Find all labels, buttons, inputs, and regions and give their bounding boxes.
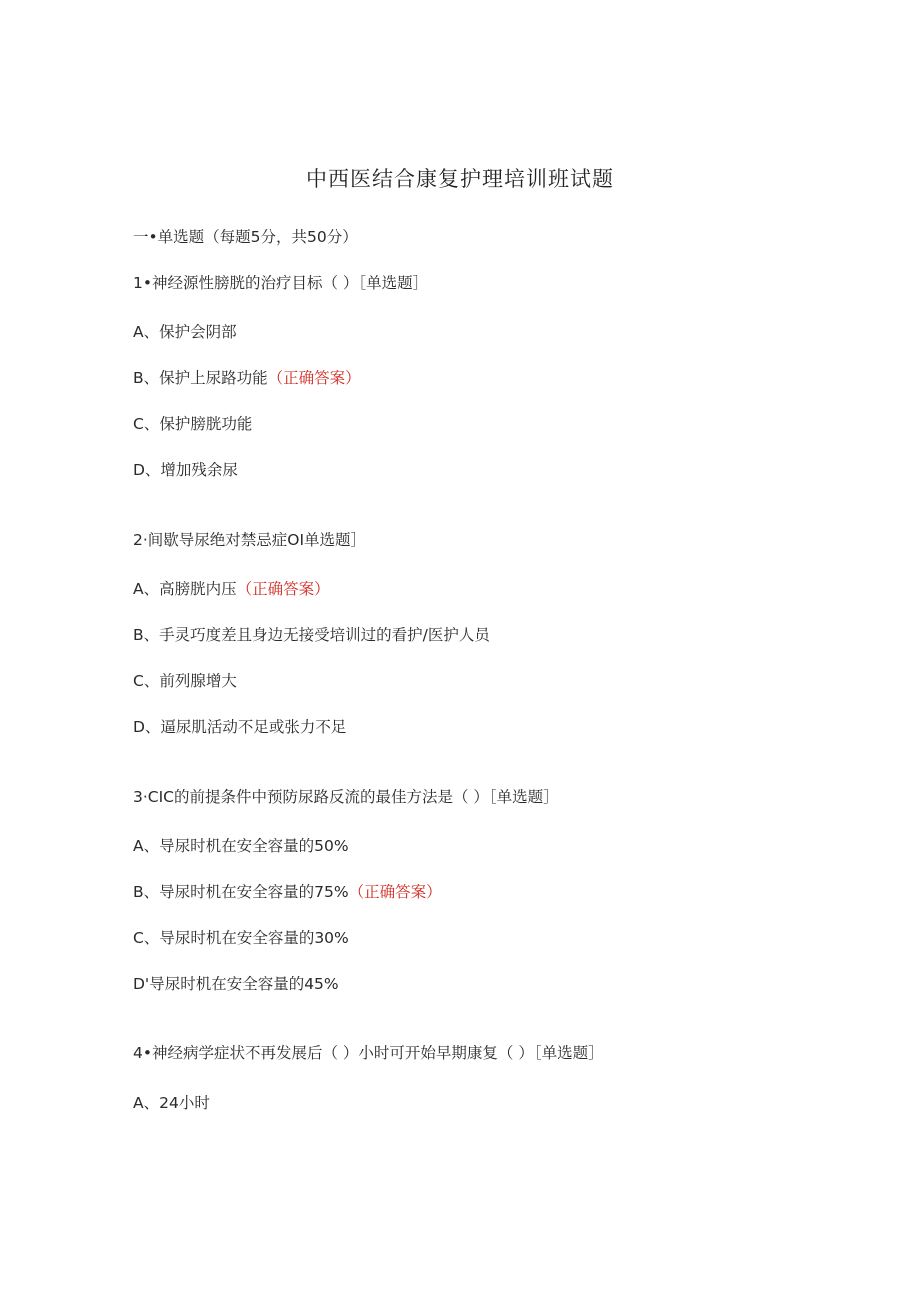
option-text: A、24小时: [133, 1094, 210, 1112]
question-1-option-d: [133, 460, 238, 480]
correct-answer-mark: （正确答案）: [236, 580, 330, 598]
document-title: 中西医结合康复护理培训班试题: [306, 167, 614, 191]
section-header: 一•单选题（每题5分，共50分）: [133, 228, 358, 246]
correct-answer-mark: （正确答案）: [348, 883, 442, 901]
question-3-option-a: [133, 836, 349, 856]
question-1-stem: 1•神经源性膀胱的治疗目标（ ）［单选题］: [133, 274, 429, 292]
option-text: A、保护会阴部: [133, 323, 237, 341]
option-text: A、导尿时机在安全容量的50%: [133, 837, 349, 855]
option-text: D、逼尿肌活动不足或张力不足: [133, 718, 347, 736]
question-3-stem: 3·CIC的前提条件中预防尿路反流的最佳方法是（ ）［单选题］: [133, 788, 559, 806]
question-1-option-c: [133, 414, 252, 434]
option-text: C、保护膀胱功能: [133, 415, 253, 433]
question-2-option-d: [133, 717, 346, 737]
question-1-option-b: [133, 368, 361, 388]
question-2-stem: 2·间歇导尿绝对禁忌症OI单选题］: [133, 531, 367, 549]
option-text: D'导尿时机在安全容量的45%: [133, 975, 339, 993]
question-2-option-a: [133, 579, 330, 599]
question-3-option-b: [133, 882, 442, 902]
question-3-option-d: [133, 974, 339, 994]
option-text: A、高膀胱内压: [133, 580, 237, 598]
option-text: B、导尿时机在安全容量的75%: [133, 883, 349, 901]
option-text: B、保护上尿路功能: [133, 369, 268, 387]
option-text: D、增加残余尿: [133, 461, 238, 479]
question-4-stem: 4•神经病学症状不再发展后（ ）小时可开始早期康复（ ）［单选题］: [133, 1044, 604, 1062]
question-1-option-a: [133, 322, 237, 342]
option-text: C、导尿时机在安全容量的30%: [133, 929, 349, 947]
question-4-option-a: [133, 1093, 210, 1113]
option-text: C、前列腺增大: [133, 672, 237, 690]
option-text: B、手灵巧度差且身边无接受培训过的看护/医护人员: [133, 626, 490, 644]
question-2-option-c: [133, 671, 237, 691]
correct-answer-mark: （正确答案）: [267, 369, 361, 387]
question-3-option-c: [133, 928, 349, 948]
question-2-option-b: [133, 625, 490, 645]
